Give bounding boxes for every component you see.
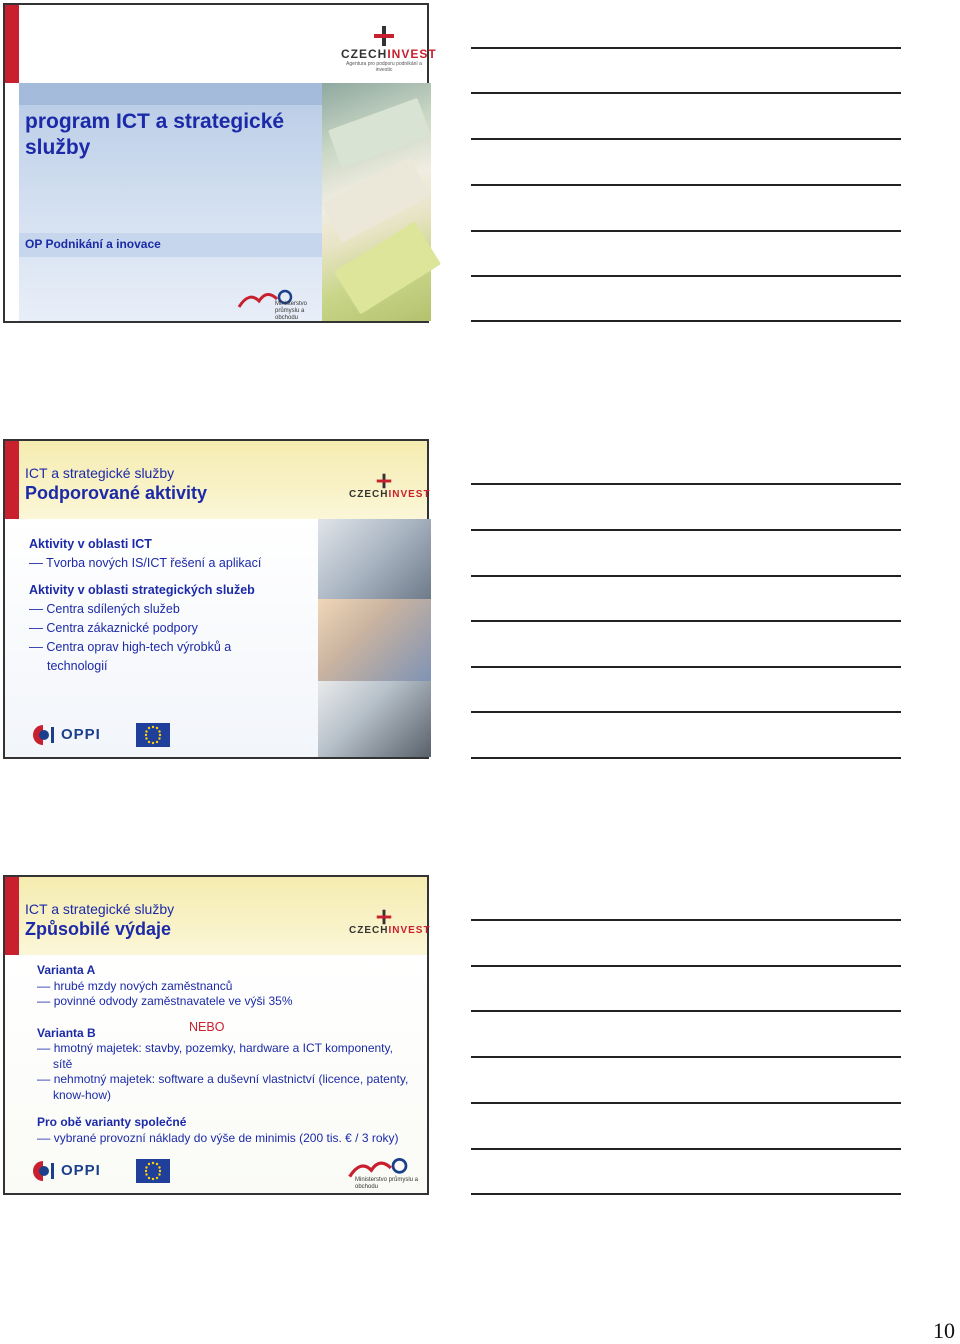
czechinvest-word-b: INVEST xyxy=(388,925,431,936)
eu-flag-icon xyxy=(136,723,170,747)
czechinvest-logo xyxy=(349,473,431,500)
variant-a-heading: Varianta A xyxy=(37,963,96,977)
banknotes-photo xyxy=(322,83,431,321)
oppi-mark-icon xyxy=(31,723,57,747)
czechinvest-mark-icon xyxy=(376,473,392,489)
note-line xyxy=(471,575,901,577)
list-item: –– Centra sdílených služeb xyxy=(29,600,291,619)
note-line xyxy=(471,320,901,322)
czechinvest-word-a: CZECH xyxy=(349,489,389,500)
czechinvest-mark-icon xyxy=(376,909,392,925)
list-item: –– hrubé mzdy nových zaměstnanců xyxy=(37,979,409,995)
common-heading: Pro obě varianty společné xyxy=(37,1115,187,1129)
meeting-photo-1 xyxy=(318,519,431,599)
note-line xyxy=(471,757,901,759)
variant-b-heading: Varianta B xyxy=(37,1025,96,1040)
note-line xyxy=(471,1056,901,1058)
mpo-text: Ministerstvo průmyslu a obchodu xyxy=(275,301,308,321)
list-item: –– hmotný majetek: stavby, pozemky, hardware a ICT komponenty, sítě xyxy=(37,1041,409,1072)
title-panel-band xyxy=(19,83,322,105)
czechinvest-word-b: INVEST xyxy=(388,489,431,500)
oppi-logo xyxy=(31,723,111,749)
oppi-mark-icon xyxy=(31,1159,57,1183)
note-line xyxy=(471,47,901,49)
slide-header-title: Podporované aktivity xyxy=(25,483,208,503)
note-line xyxy=(471,138,901,140)
or-label: NEBO xyxy=(189,1020,225,1034)
activities-list xyxy=(29,535,291,676)
czechinvest-word-b: INVEST xyxy=(387,47,437,61)
note-line xyxy=(471,184,901,186)
note-line xyxy=(471,1102,901,1104)
slide-red-accent xyxy=(5,5,19,83)
note-line xyxy=(471,1193,901,1195)
meeting-photo-2 xyxy=(318,599,431,681)
note-line xyxy=(471,1010,901,1012)
slide-red-accent xyxy=(5,877,19,955)
list-item: –– Centra oprav high-tech výrobků a technologií xyxy=(29,638,291,676)
note-line xyxy=(471,919,901,921)
slide-header-title: Způsobilé výdaje xyxy=(25,919,172,939)
slide-2 xyxy=(3,439,429,759)
note-line xyxy=(471,965,901,967)
czechinvest-subtitle: Agentura pro podporu podnikání a investic xyxy=(346,61,422,73)
note-line xyxy=(471,711,901,713)
section-ict: Aktivity v oblasti ICT xyxy=(29,537,152,551)
list-item: –– Tvorba nových IS/ICT řešení a aplikací xyxy=(29,554,291,573)
czechinvest-word-a: CZECH xyxy=(341,47,388,61)
slide-header-small: ICT a strategické služby xyxy=(25,901,175,917)
list-item: –– nehmotný majetek: software a duševní vlastnictví (licence, patenty, know-how) xyxy=(37,1072,409,1103)
slide-header-small: ICT a strategické služby xyxy=(25,465,175,481)
eligible-costs-list xyxy=(37,963,409,1146)
list-item: –– povinné odvody zaměstnavatele ve výši 35% xyxy=(37,994,409,1010)
list-item: –– Centra zákaznické podpory xyxy=(29,619,291,638)
czechinvest-logo xyxy=(349,909,431,936)
note-line xyxy=(471,275,901,277)
czechinvest-mark-icon xyxy=(373,25,395,47)
note-line xyxy=(471,666,901,668)
slide-1 xyxy=(3,3,437,323)
meeting-photos xyxy=(318,519,431,757)
czechinvest-logo xyxy=(341,25,437,73)
note-line xyxy=(471,92,901,94)
mpo-logo xyxy=(345,1155,425,1189)
oppi-text: OPPI xyxy=(61,726,101,743)
mpo-text: Ministerstvo průmyslu a obchodu xyxy=(355,1177,419,1190)
meeting-photo-3 xyxy=(318,681,431,757)
slide-red-accent xyxy=(5,441,19,519)
note-line xyxy=(471,620,901,622)
oppi-logo xyxy=(31,1159,111,1185)
mpo-logo xyxy=(237,287,317,321)
section-strategic: Aktivity v oblasti strategických služeb xyxy=(29,583,255,597)
note-line xyxy=(471,483,901,485)
slide-subtitle: OP Podnikání a inovace xyxy=(25,237,161,251)
page-number: 10 xyxy=(933,1318,955,1343)
list-item: –– vybrané provozní náklady do výše de minimis (200 tis. € / 3 roky) xyxy=(37,1131,409,1147)
note-line xyxy=(471,230,901,232)
eu-flag-icon xyxy=(136,1159,170,1183)
czechinvest-word-a: CZECH xyxy=(349,925,389,936)
slide-3 xyxy=(3,875,429,1195)
oppi-text: OPPI xyxy=(61,1162,101,1179)
slide-title: program ICT a strategické služby xyxy=(25,110,285,159)
note-line xyxy=(471,1148,901,1150)
note-line xyxy=(471,529,901,531)
